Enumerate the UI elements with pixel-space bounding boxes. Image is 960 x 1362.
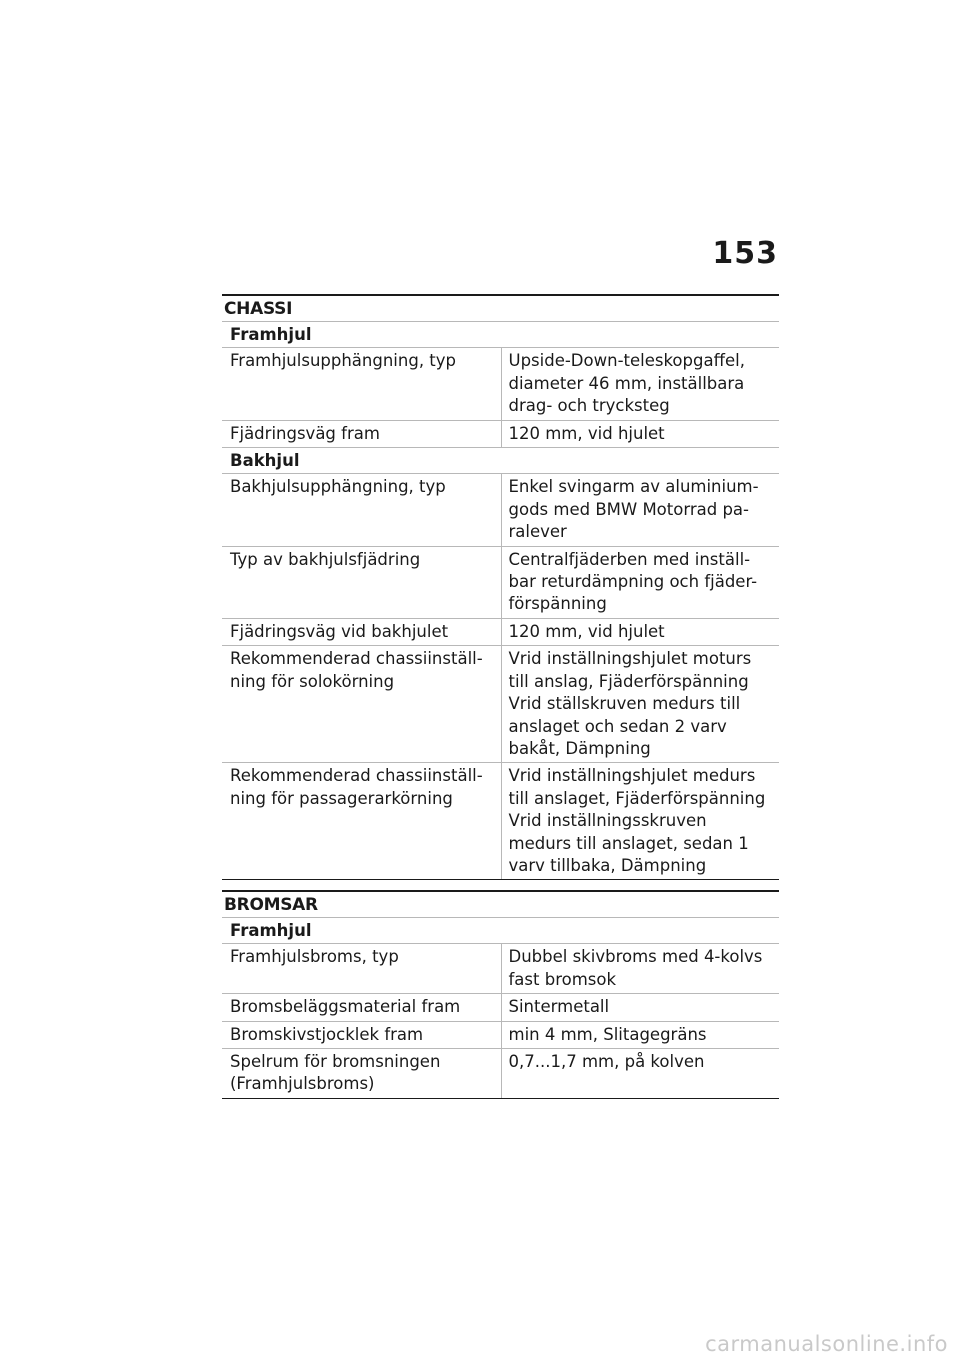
spec-label: Typ av bakhjulsfjädring bbox=[222, 546, 501, 618]
spec-value: Vrid inställningshjulet medurs till anslaget, Fjäderförspänning Vrid inställningsskruven medurs till anslaget, sedan 1 varv tillbaka, Dämpning bbox=[501, 763, 779, 880]
table-row bbox=[222, 546, 779, 618]
spec-value: Upside-Down-teleskopgaffel, diameter 46 mm, inställbara drag- och trycksteg bbox=[501, 348, 779, 420]
spec-value: Dubbel skivbroms med 4-kolvs fast bromsok bbox=[501, 944, 779, 994]
spec-value: Centralfjäderben med inställ-bar returdämpning och fjäder-förspänning bbox=[501, 546, 779, 618]
chassi-title: CHASSI bbox=[222, 294, 779, 321]
chassi-front-subheader: Framhjul bbox=[222, 322, 779, 348]
spec-value: Sintermetall bbox=[501, 994, 779, 1021]
spec-label: Fjädringsväg fram bbox=[222, 420, 501, 447]
chassi-spec-table bbox=[222, 321, 779, 880]
spec-label: Fjädringsväg vid bakhjulet bbox=[222, 618, 501, 645]
table-row bbox=[222, 618, 779, 645]
table-row bbox=[222, 994, 779, 1021]
spec-label: Rekommenderad chassiinställ-ning för passagerarkörning bbox=[222, 763, 501, 880]
spec-value: 0,7...1,7 mm, på kolven bbox=[501, 1049, 779, 1099]
bromsar-front-subheader: Framhjul bbox=[222, 918, 779, 944]
spec-value: 120 mm, vid hjulet bbox=[501, 420, 779, 447]
spec-label: Rekommenderad chassiinställ-ning för solokörning bbox=[222, 646, 501, 763]
spec-value: Enkel svingarm av aluminium-gods med BMW Motorrad pa-ralever bbox=[501, 474, 779, 546]
spec-value: Vrid inställningshjulet moturs till anslag, Fjäderförspänning Vrid ställskruven medurs till anslaget och sedan 2 varv bakåt, Dämpning bbox=[501, 646, 779, 763]
spec-label: Bromskivstjocklek fram bbox=[222, 1021, 501, 1048]
chassi-section bbox=[222, 294, 779, 880]
table-row bbox=[222, 474, 779, 546]
table-row bbox=[222, 1049, 779, 1099]
page-number: 153 bbox=[712, 236, 778, 271]
bromsar-section bbox=[222, 890, 779, 1099]
table-row bbox=[222, 763, 779, 880]
spec-label: Framhjulsupphängning, typ bbox=[222, 348, 501, 420]
spec-label: Bromsbeläggsmaterial fram bbox=[222, 994, 501, 1021]
table-row bbox=[222, 348, 779, 420]
spec-value: 120 mm, vid hjulet bbox=[501, 618, 779, 645]
spec-label: Framhjulsbroms, typ bbox=[222, 944, 501, 994]
table-row bbox=[222, 944, 779, 994]
chassi-rear-subheader: Bakhjul bbox=[222, 448, 779, 474]
watermark: carmanualsonline.info bbox=[705, 1332, 948, 1356]
table-row bbox=[222, 420, 779, 447]
spec-value: min 4 mm, Slitagegräns bbox=[501, 1021, 779, 1048]
table-row bbox=[222, 1021, 779, 1048]
bromsar-spec-table bbox=[222, 917, 779, 1099]
table-row bbox=[222, 646, 779, 763]
spec-label: Bakhjulsupphängning, typ bbox=[222, 474, 501, 546]
bromsar-title: BROMSAR bbox=[222, 890, 779, 917]
spec-label: Spelrum för bromsningen (Framhjulsbroms) bbox=[222, 1049, 501, 1099]
